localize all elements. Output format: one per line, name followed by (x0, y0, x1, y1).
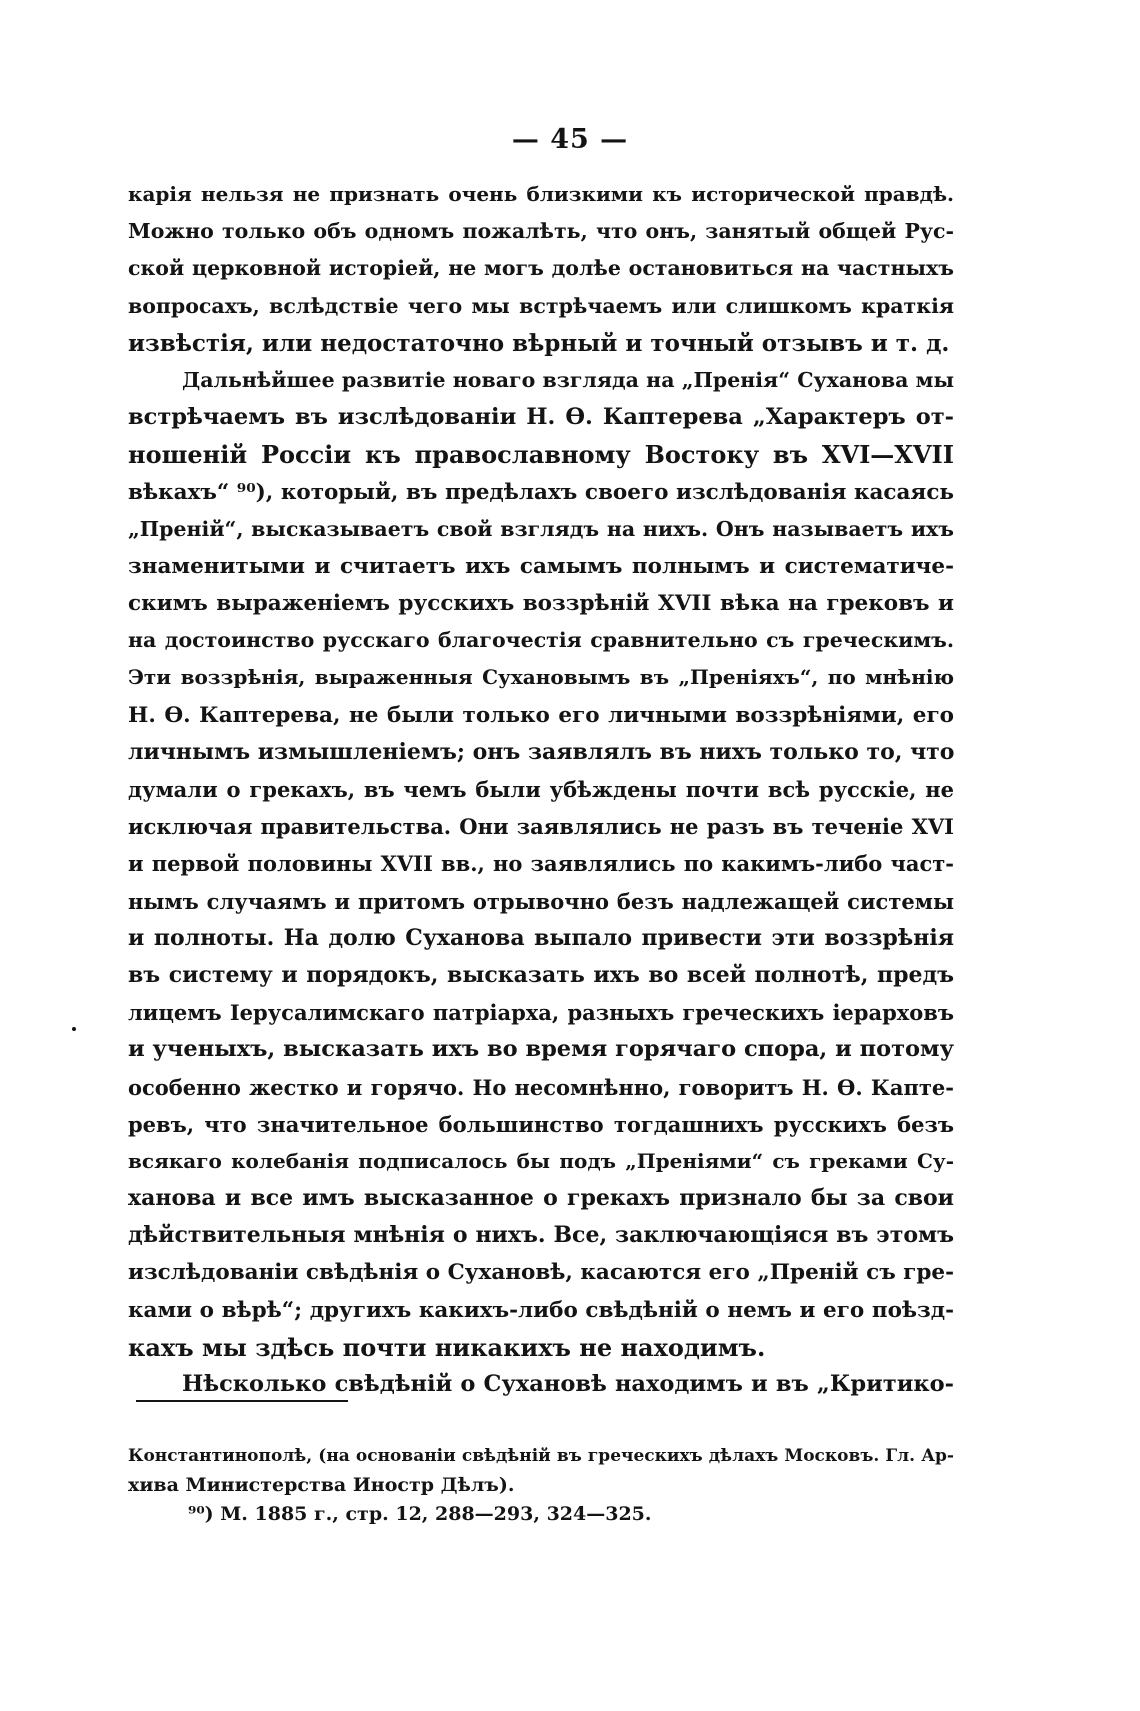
footnote-line: ⁹⁰) М. 1885 г., стр. 12, 288—293, 324—325. (188, 1503, 652, 1525)
body-line: Эти воззрѣнія, выраженныя Сухановымъ въ „Преніяхъ“, по мнѣнію (128, 665, 954, 690)
body-line: изслѣдованіи свѣдѣнія о Сухановѣ, касаются его „Преній съ гре- (128, 1260, 954, 1286)
footnotes (128, 1442, 954, 1529)
body-line: дѣйствительныя мнѣнія о нихъ. Все, заключающіяся въ этомъ (128, 1222, 954, 1249)
body-line: знаменитыми и считаетъ ихъ самымъ полнымъ и систематиче- (128, 553, 954, 579)
body-line: вѣкахъ“ ⁹⁰), который, въ предѣлахъ своего изслѣдованія касаясь (128, 479, 954, 505)
body-line: въ систему и порядокъ, высказать ихъ во всей полнотѣ, предъ (128, 961, 954, 988)
body-line: ками о вѣрѣ“; другихъ какихъ-либо свѣдѣній о немъ и его поѣзд- (128, 1297, 954, 1323)
body-line: лицемъ Іерусалимскаго патріарха, разныхъ греческихъ іерарховъ (128, 1000, 954, 1026)
footnote-line: хива Министерства Иностр Дѣлъ). (128, 1474, 515, 1496)
body-line: особенно жестко и горячо. Но несомнѣнно, говоритъ Н. Ѳ. Капте- (128, 1074, 954, 1100)
body-line: личнымъ измышленіемъ; онъ заявлялъ въ нихъ только то, что (128, 738, 955, 765)
body-line: встрѣчаемъ въ изслѣдованіи Н. Ѳ. Каптерева „Характеръ от- (128, 404, 954, 431)
body-line: ревъ, что значительное большинство тогдашнихъ русскихъ безъ (128, 1111, 954, 1137)
body-line: исключая правительства. Они заявлялись не разъ въ теченіе XVI (128, 814, 954, 840)
body-line: ношеній Россіи къ православному Востоку въ XVI—XVII (128, 440, 954, 470)
body-line: всякаго колебанія подписалось бы подъ „Преніями“ съ греками Су- (128, 1148, 954, 1173)
body-line: и первой половины XVII вв., но заявлялись по какимъ-либо част- (128, 851, 954, 877)
body-line: ханова и все имъ высказанное о грекахъ признало бы за свои (128, 1185, 954, 1212)
body-line: извѣстія, или недостаточно вѣрный и точный отзывъ и т. д. (128, 329, 950, 357)
body-line: Н. Ѳ. Каптерева, не были только его личными воззрѣніями, его (128, 702, 954, 728)
body-line: карія нельзя не признать очень близкими къ исторической правдѣ. (128, 182, 954, 206)
footnote-separator (136, 1400, 348, 1402)
body-line: и ученыхъ, высказать ихъ во время горячаго спора, и потому (128, 1036, 954, 1063)
body-line: „Преній“, высказываетъ свой взглядъ на нихъ. Онъ называетъ ихъ (128, 516, 954, 541)
margin-mark (72, 1027, 76, 1031)
body-line: скимъ выраженіемъ русскихъ воззрѣній XVII вѣка на грековъ и (128, 591, 954, 617)
footnote-line: Константинополѣ, (на основаніи свѣдѣній въ греческихъ дѣлахъ Московъ. Гл. Ар- (128, 1446, 954, 1466)
body-line: кахъ мы здѣсь почти никакихъ не находимъ. (128, 1332, 766, 1362)
body-line: Можно только объ одномъ пожалѣть, что онъ, занятый общей Рус- (128, 219, 954, 244)
body-line: думали о грекахъ, въ чемъ были убѣждены почти всѣ русскіе, не (128, 777, 954, 802)
body-line: Дальнѣйшее развитіе новаго взгляда на „Пренія“ Суханова мы (182, 367, 954, 392)
body-line: нымъ случаямъ и притомъ отрывочно безъ надлежащей системы (128, 888, 954, 914)
page-number: — 45 — (511, 124, 629, 155)
body-line: ской церковной исторіей, не могъ долѣе остановиться на частныхъ (128, 256, 954, 281)
body-line: вопросахъ, вслѣдствіе чего мы встрѣчаемъ или слишкомъ краткія (128, 293, 954, 318)
body-line: Нѣсколько свѣдѣній о Сухановѣ находимъ и въ „Критико- (182, 1371, 954, 1397)
body-line: на достоинство русскаго благочестія сравнительно съ греческимъ. (128, 628, 954, 653)
body-line: и полноты. На долю Суханова выпало привести эти воззрѣнія (128, 924, 954, 951)
body-text (128, 176, 954, 1403)
